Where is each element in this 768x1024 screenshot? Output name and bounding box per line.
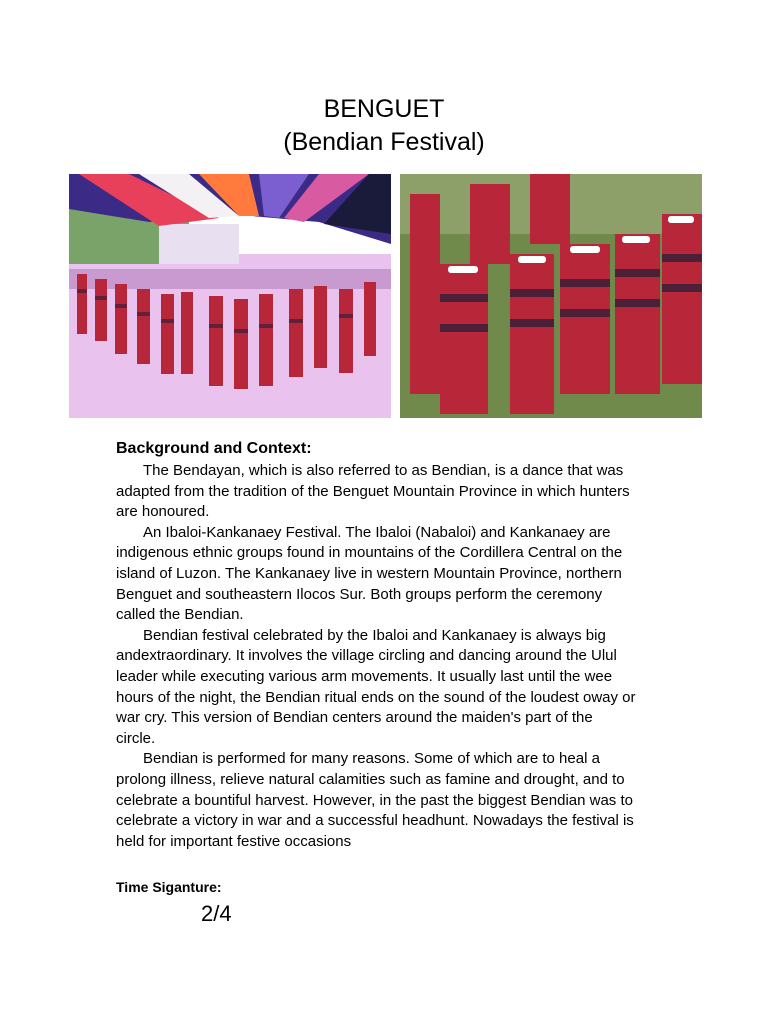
paragraph: An Ibaloi-Kankanaey Festival. The Ibaloi (Nabaloi) and Kankanaey are indigenous ethnic groups found in mountains of the Cordillera Central on the island of Luzon. The Kankanaey live in western Mountain Province, northern Benguet and southeastern Ilocos Sur. Both groups perform the ceremony called the Bendian. — [116, 523, 623, 624]
paragraph: The Bendayan, which is also referred to as Bendian, is a dance that was adapted from the tradition of the Benguet Mountain Province in which hunters are honoured. — [116, 462, 630, 521]
page-subtitle: (Bendian Festival) — [283, 128, 485, 156]
body-text — [116, 461, 636, 852]
page-title: BENGUET — [323, 95, 445, 123]
paragraph: Bendian is performed for many reasons. Some of which are to heal a prolong illness, relieve natural calamities such as famine and drought, and to celebrate a bountiful harvest. However, in the past the biggest Bendian was to celebrate a victory in war and a successful headhunt. Nowadays the festival is held for important festive occasions — [116, 750, 634, 850]
time-signature-value: 2/4 — [201, 901, 232, 926]
paragraph: Bendian festival celebrated by the Ibaloi and Kankanaey is always big andextraordinary. It involves the village circling and dancing around the Ulul leader while executing various arm movements. It usually last until the wee hours of the night, the Bendian ritual ends on the sound of the loudest oway or war cry. This version of Bendian centers around the maiden's part of the circle. — [116, 626, 636, 747]
time-signature-label: Time Siganture: — [116, 879, 222, 895]
section-heading: Background and Context: — [116, 440, 312, 457]
festival-photo-dancers — [400, 174, 702, 418]
festival-photo-canopy — [69, 174, 391, 418]
